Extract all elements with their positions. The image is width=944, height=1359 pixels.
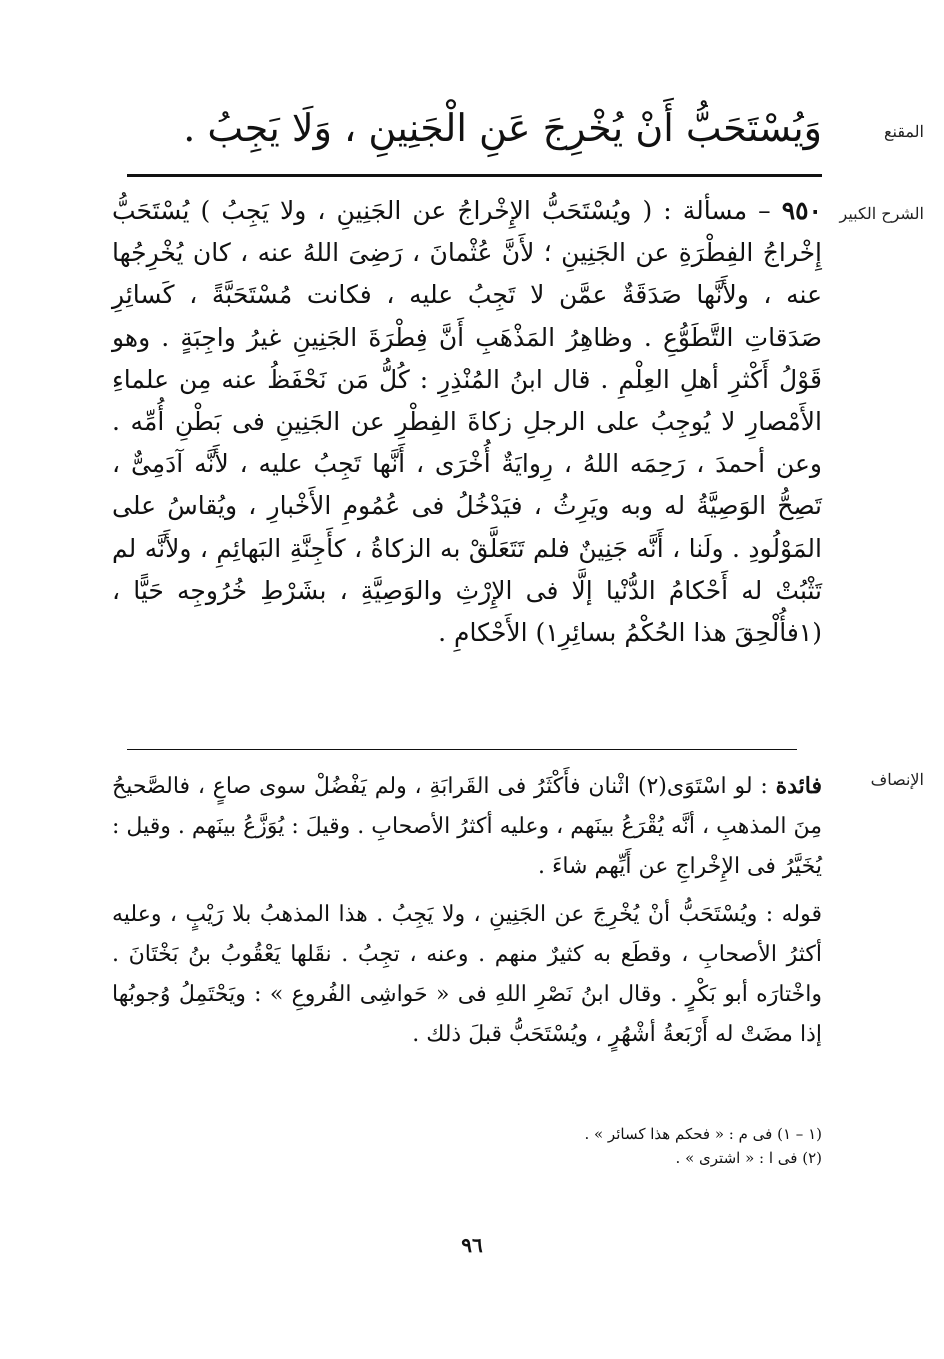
footnote-1: (١ – ١) فى م : « فحكم هذا كسائر » . <box>584 1125 822 1143</box>
sharh-text: – مسألة : ( ويُسْتَحَبُّ الإِخْراجُ عن الجَنِينِ ، ولا يَجِبُ ) يُسْتَحَبُّ إِخْراجُ الفِطْرَةِ عن الجَنِينِ ؛ لأَنَّ عُثْمانَ ، رَضِىَ اللهُ عنه ، كان يُخْرِجُها عنه ، ولأَنَّها صَدَقَةٌ عمَّن لا تَجِبُ عليه ، فكانت مُسْتَحَبَّةً ، كَسائِرِ صَدَقاتِ التَّطَوُّعِ . وظاهِرُ المَذْهَبِ أَنَّ فِطْرَةَ الجَنِينِ غيرُ واجِبَةٍ . وهو قَوْلُ أَكْثرِ أهلِ العِلْمِ . قال ابنُ المُنْذِرِ : كُلُّ مَن نَحْفَظُ عنه مِن علماءِ الأَمْصارِ لا يُوجِبُ على الرجلِ زكاةَ الفِطْرِ عن الجَنِينِ فى بَطْنِ أُمِّه . وعن أحمدَ ، رَحِمَه اللهُ ، رِوايَةٌ أُخْرَى ، أَنَّها تَجِبُ عليه ، لأَنَّه آدَمِىٌّ ، تَصِحُّ الوَصِيَّةُ له وبه ويَرِثُ ، فيَدْخُلُ فى عُمُومِ الأَخْبارِ ، ويُقاسُ على المَوْلُودِ . ولَنا ، أَنَّه جَنِينٌ فلم تَتَعَلَّقْ به الزكاةُ ، كأَجِنَّةِ البَهائِمِ ، ولأَنَّه لم تَثْبُتْ له أَحْكامُ الدُّنْيا إلَّا فى الإِرْثِ والوَصِيَّةِ ، بشَرْطِ خُرُوجِه حَيًّا ، (١فأُلْحِقَ هذا الحُكْمُ بسائِرِ١) الأَحْكامِ . <box>112 196 822 648</box>
muqni-text: وَيُسْتَحَبُّ أَنْ يُخْرِجَ عَنِ الْجَنِينِ ، وَلَا يَجِبُ . <box>183 106 822 150</box>
insaf-text-1: : لو اسْتَوَى(٢) اثْنان فأَكْثَرُ فى القَرابَةِ ، ولم يَفْضُلْ سوى صاعٍ ، فالصَّحيحُ مِنَ المذهبِ ، أنَّه يُقْرَعُ بينَهم ، وعليه أكثرُ الأصحابِ . وقيلَ : يُوَزَّعُ بينَهم . وقيل : يُخَيَّرُ فى الإِخْراجِ عن أَيِّهم شاءَ . <box>112 774 822 879</box>
sharh-body <box>112 190 822 654</box>
divider-thin <box>127 749 797 750</box>
insaf-body <box>112 766 822 1055</box>
footnote-2: (٢) فى ا : « اشترى » . <box>675 1149 822 1167</box>
divider-thick <box>127 174 822 177</box>
insaf-paragraph-2 <box>112 895 822 1055</box>
label-sharh: الشرح الكبير <box>839 204 924 223</box>
label-muqni: المقنع <box>883 122 924 141</box>
insaf-text-2: قوله : ويُسْتَحَبُّ أنْ يُخْرِجَ عن الجَنِينِ ، ولا يَجِبُ . هذا المذهبُ بلا رَيْبٍ ، وعليه أكثرُ الأصحابِ ، وقطَع به كثيرٌ منهم . وعنه ، تجِبُ . نقَلها يَعْقُوبُ بنُ بَخْتَانَ . واخْتارَه أبو بَكْرٍ . وقال ابنُ نَصْرِ اللهِ فى « حَواشِى الفُروعِ » : ويَحْتَمِلُ وُجوبُها إذا مضَتْ له أَرْبَعةُ أشْهُرٍ ، ويُسْتَحَبُّ قبلَ ذلك . <box>112 902 822 1047</box>
footnotes <box>300 1122 822 1170</box>
issue-number: ٩٥٠ <box>781 196 822 225</box>
insaf-paragraph-1 <box>112 766 822 887</box>
faida-label: فائدة <box>775 773 822 799</box>
page-number: ٩٦ <box>461 1233 483 1257</box>
label-insaf: الإنصاف <box>870 770 924 789</box>
